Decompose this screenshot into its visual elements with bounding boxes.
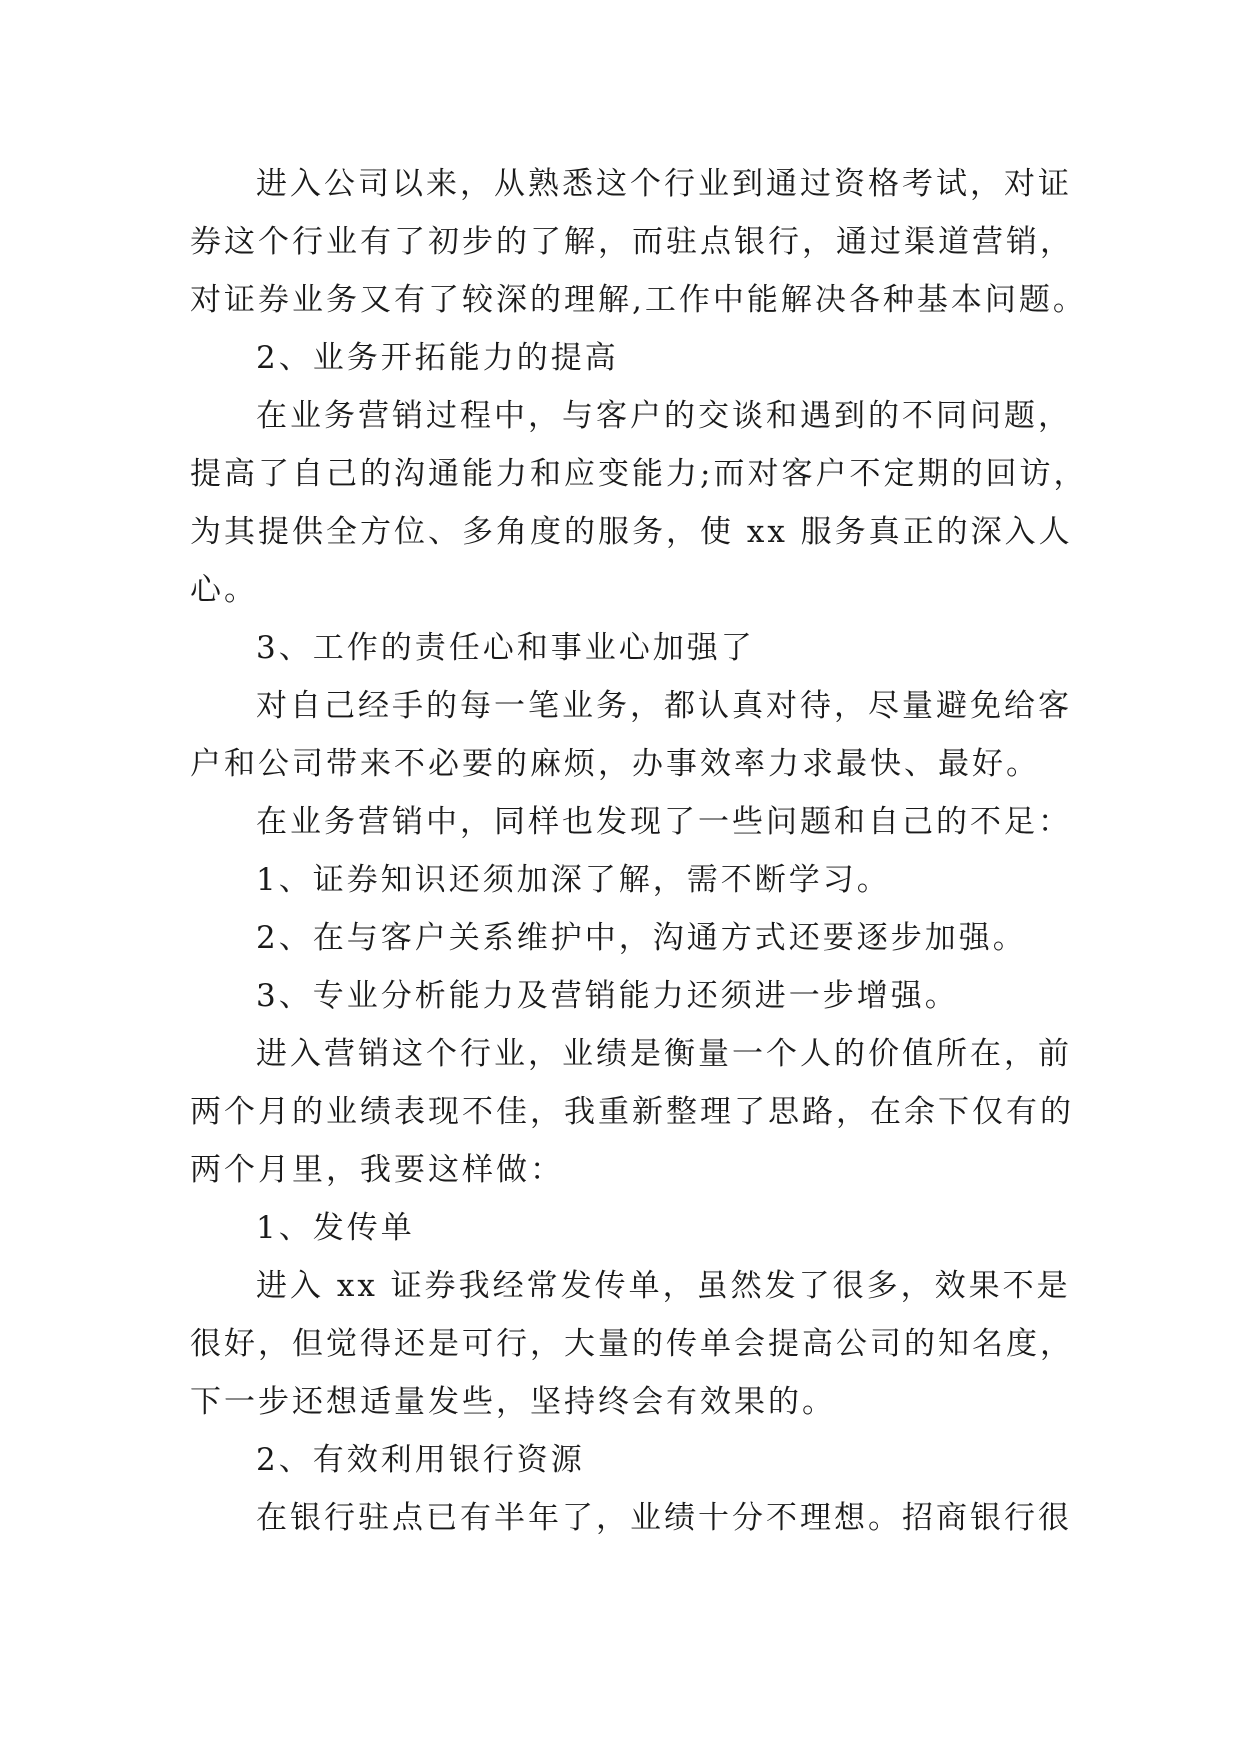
text-line: 在业务营销中，同样也发现了一些问题和自己的不足：	[256, 804, 1072, 840]
list-item: 3、专业分析能力及营销能力还须进一步增强。	[256, 978, 959, 1014]
section-heading: 2、业务开拓能力的提高	[256, 340, 619, 376]
text-line: 很好，但觉得还是可行，大量的传单会提高公司的知名度，	[190, 1326, 1074, 1362]
text-line: 在业务营销过程中，与客户的交谈和遇到的不同问题，	[256, 398, 1072, 434]
text-line: 心。	[190, 572, 258, 608]
section-heading: 2、有效利用银行资源	[256, 1442, 585, 1478]
text-line: 户和公司带来不必要的麻烦，办事效率力求最快、最好。	[190, 746, 1040, 782]
text-line: 两个月里，我要这样做：	[190, 1152, 564, 1188]
text-line: 进入公司以来，从熟悉这个行业到通过资格考试，对证	[256, 166, 1072, 202]
text-line: 进入营销这个行业，业绩是衡量一个人的价值所在，前	[256, 1036, 1072, 1072]
text-line: 为其提供全方位、多角度的服务，使 xx 服务真正的深入人	[190, 514, 1073, 550]
text-line: 两个月的业绩表现不佳，我重新整理了思路，在余下仅有的	[190, 1094, 1074, 1130]
text-line: 进入 xx 证券我经常发传单，虽然发了很多，效果不是	[256, 1268, 1071, 1304]
section-heading: 3、工作的责任心和事业心加强了	[256, 630, 755, 666]
text-line: 对证券业务又有了较深的理解,工作中能解决各种基本问题。	[190, 282, 1087, 318]
list-item: 2、在与客户关系维护中，沟通方式还要逐步加强。	[256, 920, 1027, 956]
list-item: 1、证券知识还须加深了解，需不断学习。	[256, 862, 891, 898]
body-text	[190, 155, 1090, 1547]
text-line: 提高了自己的沟通能力和应变能力;而对客户不定期的回访，	[190, 456, 1088, 492]
section-heading: 1、发传单	[256, 1210, 415, 1246]
text-line: 在银行驻点已有半年了，业绩十分不理想。招商银行很	[256, 1500, 1072, 1536]
text-line: 券这个行业有了初步的了解，而驻点银行，通过渠道营销，	[190, 224, 1074, 260]
text-line: 下一步还想适量发些，坚持终会有效果的。	[190, 1384, 836, 1420]
text-line: 对自己经手的每一笔业务，都认真对待，尽量避免给客	[256, 688, 1072, 724]
